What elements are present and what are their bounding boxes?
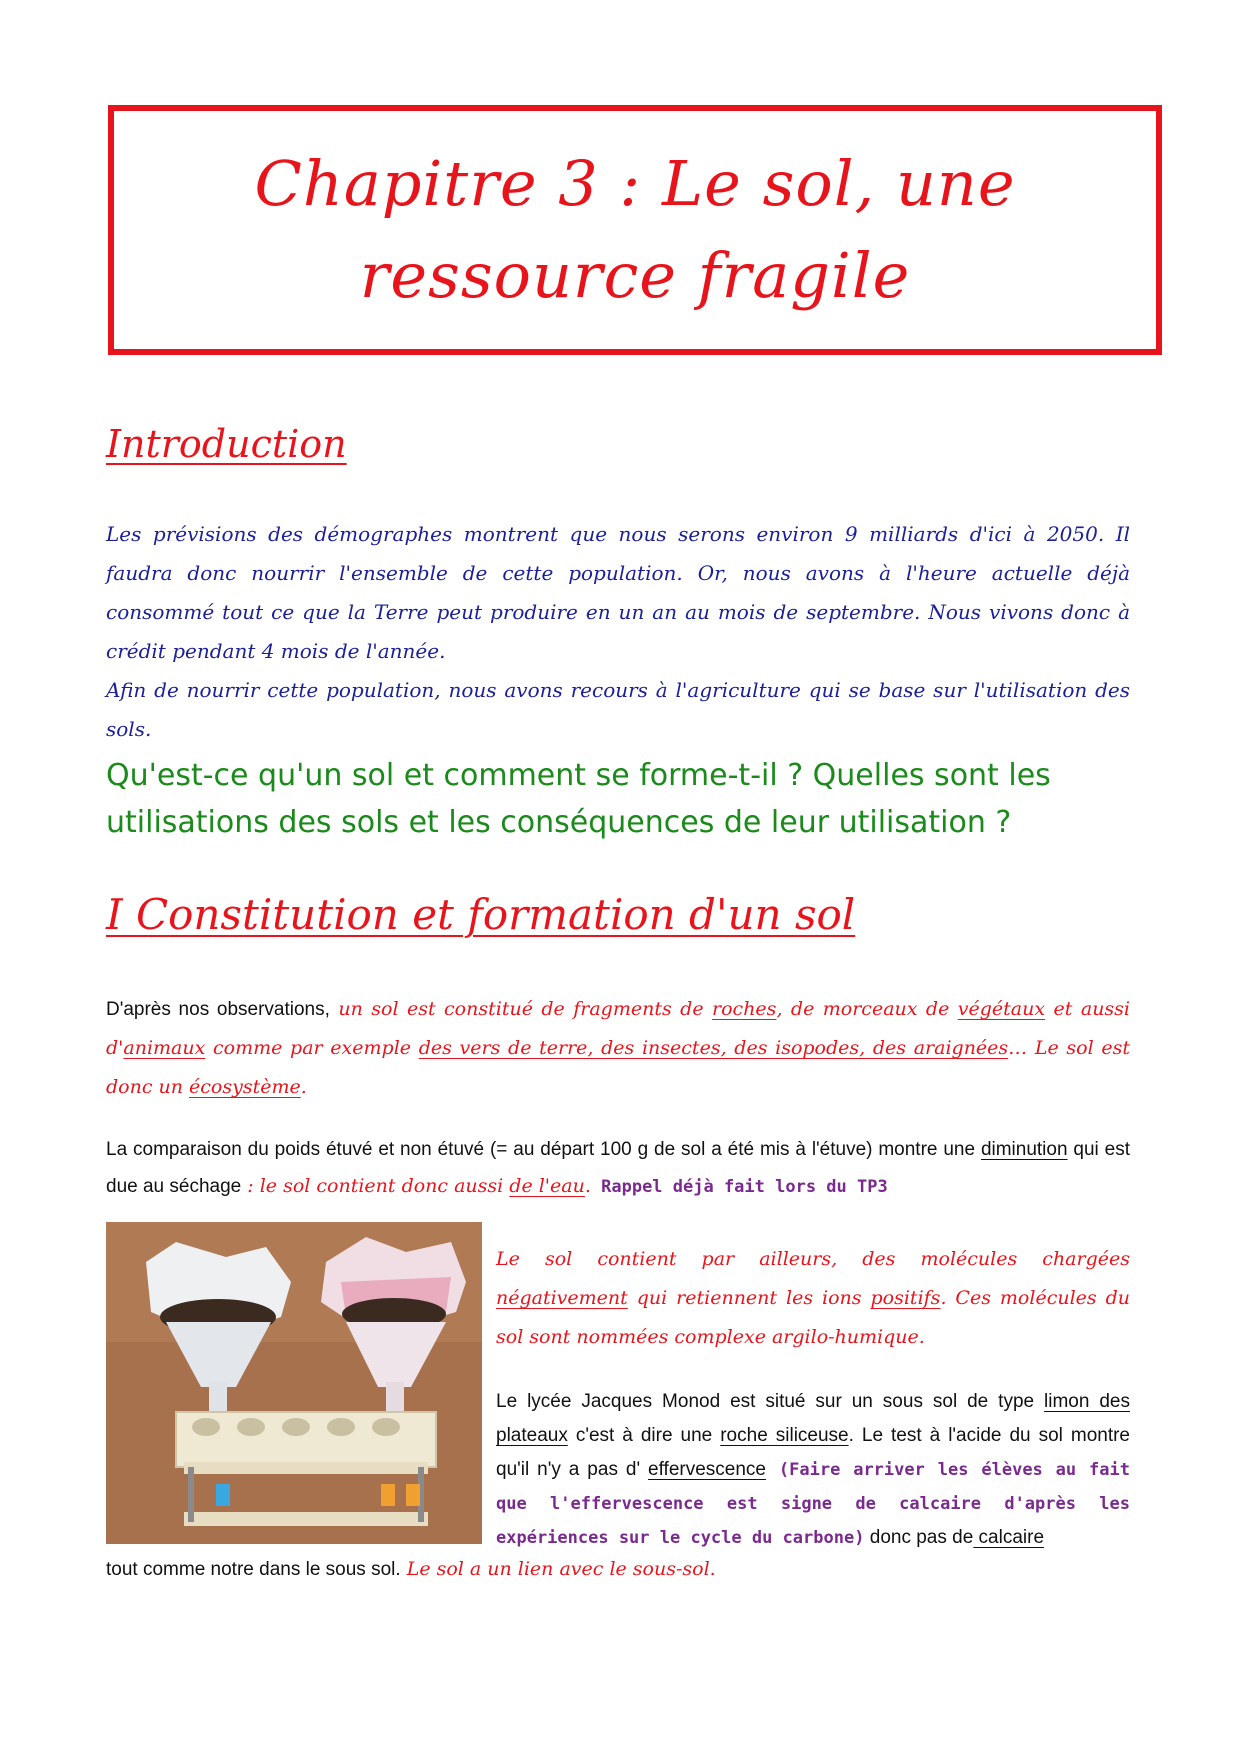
- lycee-teacher-note: (Faire arriver les élèves au fait que l'effervescence est signe de calcaire d'après les expériences sur le cycle du carbone): [496, 1460, 1130, 1548]
- lycee-text-3: . Le test à l'acide du sol montre qu'il n'y a pas d': [496, 1425, 1130, 1480]
- obs-text-2: , de morceaux de: [776, 998, 958, 1020]
- introduction-heading: Introduction: [106, 422, 347, 466]
- right-column-text: [496, 1240, 1130, 1555]
- obs-animaux: animaux: [123, 1037, 206, 1059]
- molecules-text-3: . Ces molécules du sol sont nommées complexe argilo-humique.: [496, 1287, 1130, 1348]
- molecules-text-1: Le sol contient par ailleurs, des molécules chargées: [496, 1248, 1130, 1270]
- obs-text-6: .: [300, 1076, 307, 1098]
- funnel-experiment-photo: [106, 1222, 482, 1544]
- lycee-conclusion: Le sol a un lien avec le sous-sol.: [400, 1558, 716, 1580]
- lycee-paragraph: [496, 1385, 1130, 1555]
- lycee-text-2: c'est à dire une: [567, 1425, 721, 1446]
- problem-question: Qu'est-ce qu'un sol et comment se forme-t-il ? Quelles sont les utilisations des sols et les conséquences de leur utilisation ?: [106, 758, 1051, 840]
- compare-text-1: La comparaison du poids étuvé et non étuvé (= au départ 100 g de sol a été mis à l'étuve) montre une: [106, 1139, 981, 1160]
- molecules-positifs: positifs: [870, 1287, 941, 1309]
- obs-text-4: comme par exemple: [205, 1037, 419, 1059]
- compare-rappel-note: Rappel déjà fait lors du TP3: [590, 1177, 888, 1197]
- obs-text-5: … Le sol est donc un: [106, 1037, 1130, 1098]
- compare-diminution: diminution: [980, 1139, 1068, 1160]
- compare-red-2: .: [584, 1175, 591, 1197]
- molecules-text-2: qui retiennent les ions: [627, 1287, 871, 1309]
- obs-text-1: un sol est constitué de fragments de: [329, 998, 713, 1020]
- obs-vegetaux: végétaux: [957, 998, 1046, 1020]
- section-1-heading: I Constitution et formation d'un sol: [106, 890, 856, 939]
- chapter-title-line2: ressource fragile: [359, 239, 911, 312]
- lycee-limon: limon des plateaux: [496, 1391, 1130, 1446]
- obs-roches: roches: [712, 998, 777, 1020]
- intro-paragraph-2: Afin de nourrir cette population, nous avons recours à l'agriculture qui se base sur l'utilisation des sols.: [106, 678, 1130, 741]
- chapter-title-box: [108, 105, 1162, 355]
- obs-lead: D'après nos observations,: [106, 999, 330, 1020]
- lycee-text-4: donc pas de: [864, 1527, 974, 1548]
- molecules-negativement: négativement: [496, 1287, 628, 1309]
- sous-sol-conclusion-line: [106, 1558, 1130, 1581]
- molecules-paragraph: [496, 1240, 1130, 1357]
- compare-red-1: : le sol contient donc aussi: [241, 1175, 510, 1197]
- compare-eau: de l'eau: [509, 1175, 585, 1197]
- observations-paragraph: [106, 990, 1130, 1107]
- introduction-paragraph: [106, 515, 1130, 749]
- chapter-title-line1: Chapitre 3 : Le sol, une: [254, 147, 1016, 220]
- compare-text-2: qui est due au séchage: [106, 1139, 1130, 1197]
- obs-text-3: et aussi d': [106, 998, 1131, 1059]
- obs-examples: des vers de terre, des insectes, des isopodes, des araignées: [418, 1037, 1009, 1059]
- obs-ecosysteme: écosystème: [189, 1076, 301, 1098]
- lycee-effervescence: effervescence: [648, 1459, 766, 1480]
- lycee-text-5: tout comme notre dans le sous sol.: [106, 1559, 401, 1580]
- comparison-paragraph: [106, 1132, 1130, 1205]
- lycee-roche: roche siliceuse: [720, 1425, 849, 1446]
- intro-paragraph-1: Les prévisions des démographes montrent que nous serons environ 9 milliards d'ici à 2050. Il faudra donc nourrir l'ensemble de cette population. Or, nous avons à l'heure actuelle déjà consommé tout ce que la Terre peut produire en un an au mois de septembre. Nous vivons donc à crédit pendant 4 mois de l'année.: [106, 522, 1130, 663]
- lycee-text-1: Le lycée Jacques Monod est situé sur un sous sol de type: [496, 1391, 1045, 1412]
- funnel-experiment-illustration: [106, 1222, 482, 1544]
- lycee-calcaire: calcaire: [973, 1527, 1045, 1548]
